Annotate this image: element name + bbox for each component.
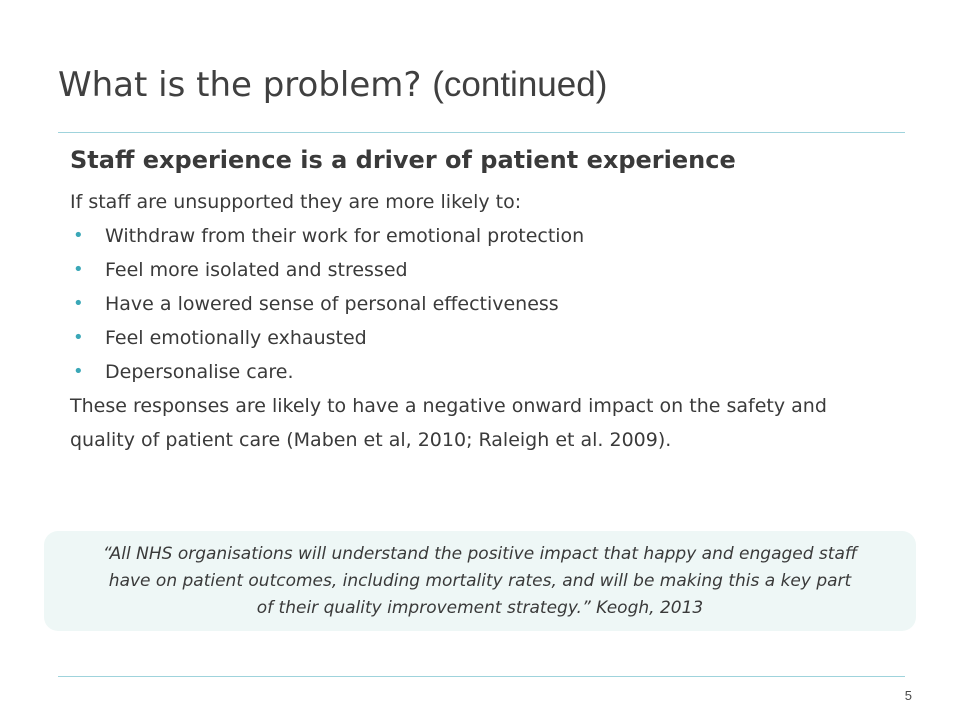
top-divider [58,132,905,133]
bullet-list [70,219,850,389]
bullet-icon: • [73,327,84,348]
slide-subtitle: Staff experience is a driver of patient experience [70,146,736,174]
bullet-item [70,287,850,321]
bullet-item [70,355,850,389]
bullet-text: Withdraw from their work for emotional protection [105,225,585,247]
bullet-icon: • [73,225,84,246]
quote-box [44,531,916,631]
bullet-item [70,253,850,287]
slide-title-main: What is the problem? [58,65,433,105]
bullet-text: Have a lowered sense of personal effectiveness [105,293,559,315]
bullet-text: Feel emotionally exhausted [105,327,367,349]
slide-title-suffix: (continued) [432,65,608,104]
bullet-text: Depersonalise care. [105,361,294,383]
bottom-divider [58,676,905,677]
content-body [70,142,850,457]
bullet-icon: • [73,293,84,314]
bullet-item [70,321,850,355]
conclusion-text: These responses are likely to have a negative onward impact on the safety and quality of patient care (Maben et al, 2010; Raleigh et al. 2009). [70,395,827,451]
quote-text: “All NHS organisations will understand the positive impact that happy and engaged staff have on patient outcomes, including mortality rates, and will be making this a key part of their quality improvement strategy.” Keogh, 2013 [102,543,858,618]
bullet-text: Feel more isolated and stressed [105,259,408,281]
page-number: 5 [904,688,912,703]
bullet-icon: • [73,361,84,382]
slide-title [58,64,607,106]
bullet-item [70,219,850,253]
intro-text: If staff are unsupported they are more likely to: [70,191,522,213]
bullet-icon: • [73,259,84,280]
